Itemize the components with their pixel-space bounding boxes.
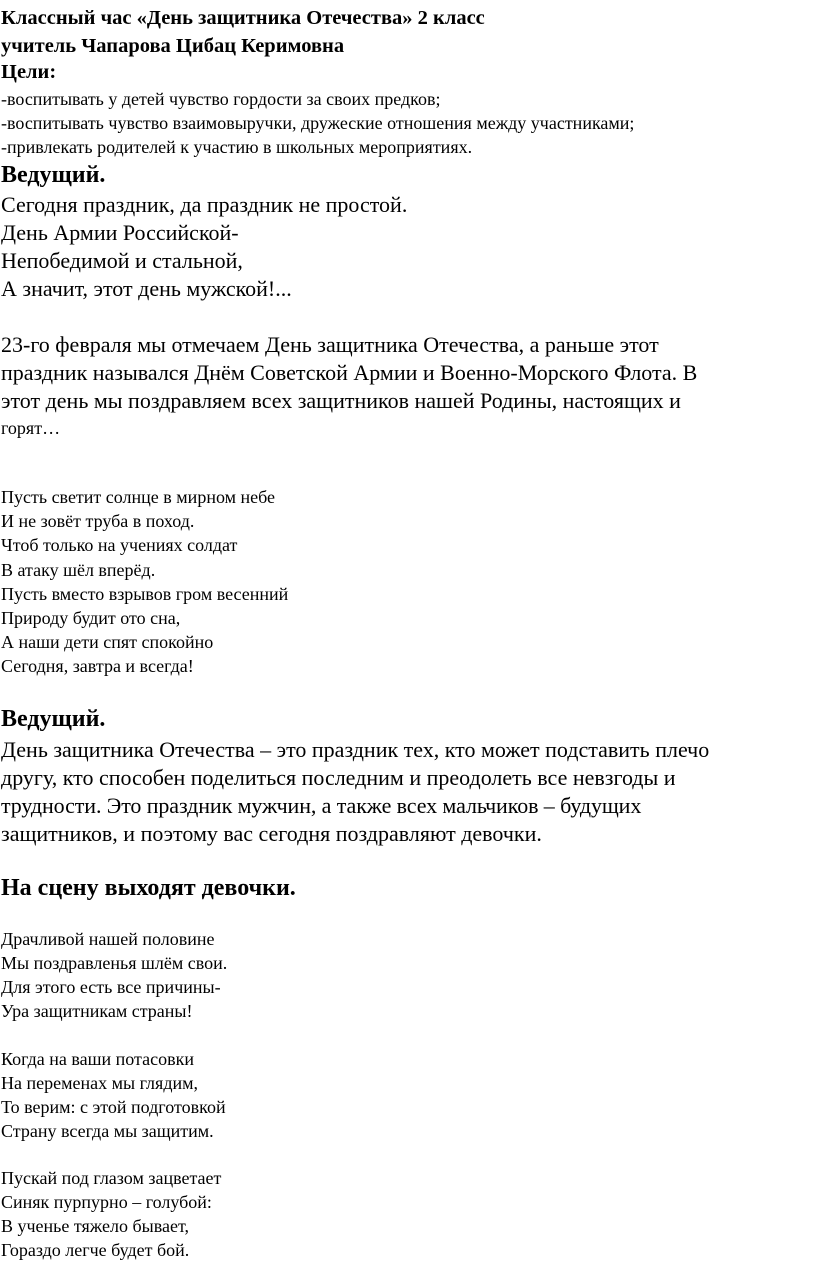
poem-line: Пусть вместо взрывов гром весенний [1,584,289,604]
goals-label: Цели: [1,61,57,83]
poem-line: А наши дети спят спокойно [1,632,214,652]
poem-line: Когда на ваши потасовки [1,1049,194,1069]
poem-line: Для этого есть все причины- [1,977,221,997]
poem-line: Синяк пурпурно – голубой: [1,1192,212,1212]
speaker-heading: Ведущий. [1,162,106,188]
poem-line: Мы поздравленья шлём свои. [1,953,228,973]
verse-line: Сегодня праздник, да праздник не простой. [1,192,408,217]
document-title: Классный час «День защитника Отечества» 2 класс [1,7,485,29]
poem-line: Пусть светит солнце в мирном небе [1,487,276,507]
poem-line: Природу будит ото сна, [1,608,181,628]
poem-line: Пускай под глазом зацветает [1,1168,222,1188]
poem-line: Чтоб только на учениях солдат [1,535,238,555]
poem-line: В атаку шёл вперёд. [1,560,156,580]
poem-line: Страну всегда мы защитим. [1,1121,214,1141]
goal-item: -воспитывать у детей чувство гордости за своих предков; [1,89,441,109]
paragraph-line: этот день мы поздравляем всех защитников нашей Родины, настоящих и [1,388,681,413]
poem-line: То верим: с этой подготовкой [1,1097,226,1117]
teacher-name: учитель Чапарова Цибац Керимовна [1,35,345,57]
verse-line: А значит, этот день мужской!... [1,276,292,301]
poem-line: Драчливой нашей половине [1,929,215,949]
paragraph-line: 23-го февраля мы отмечаем День защитника Отечества, а раньше этот [1,332,659,357]
stage-direction-heading: На сцену выходят девочки. [1,875,296,901]
verse-line: День Армии Российской- [1,220,239,245]
poem-line: На переменах мы глядим, [1,1073,198,1093]
paragraph-line: защитников, и поэтому вас сегодня поздравляют девочки. [1,821,542,846]
paragraph-line: горят… [1,418,61,438]
poem-line: В ученье тяжело бывает, [1,1216,189,1236]
speaker-heading: Ведущий. [1,706,106,732]
verse-line: Непобедимой и стальной, [1,248,243,273]
paragraph-line: трудности. Это праздник мужчин, а также всех мальчиков – будущих [1,793,642,818]
paragraph-line: праздник назывался Днём Советской Армии и Военно-Морского Флота. В [1,360,698,385]
poem-line: Гораздо легче будет бой. [1,1240,190,1260]
goal-item: -воспитывать чувство взаимовыручки, дружеские отношения между участниками; [1,113,635,133]
poem-line: Сегодня, завтра и всегда! [1,656,194,676]
goal-item: -привлекать родителей к участию в школьных мероприятиях. [1,137,473,157]
paragraph-line: другу, кто способен поделиться последним и преодолеть все невзгоды и [1,765,676,790]
paragraph-line: День защитника Отечества – это праздник тех, кто может подставить плечо [1,737,710,762]
poem-line: Ура защитникам страны! [1,1001,193,1021]
poem-line: И не зовёт труба в поход. [1,511,195,531]
